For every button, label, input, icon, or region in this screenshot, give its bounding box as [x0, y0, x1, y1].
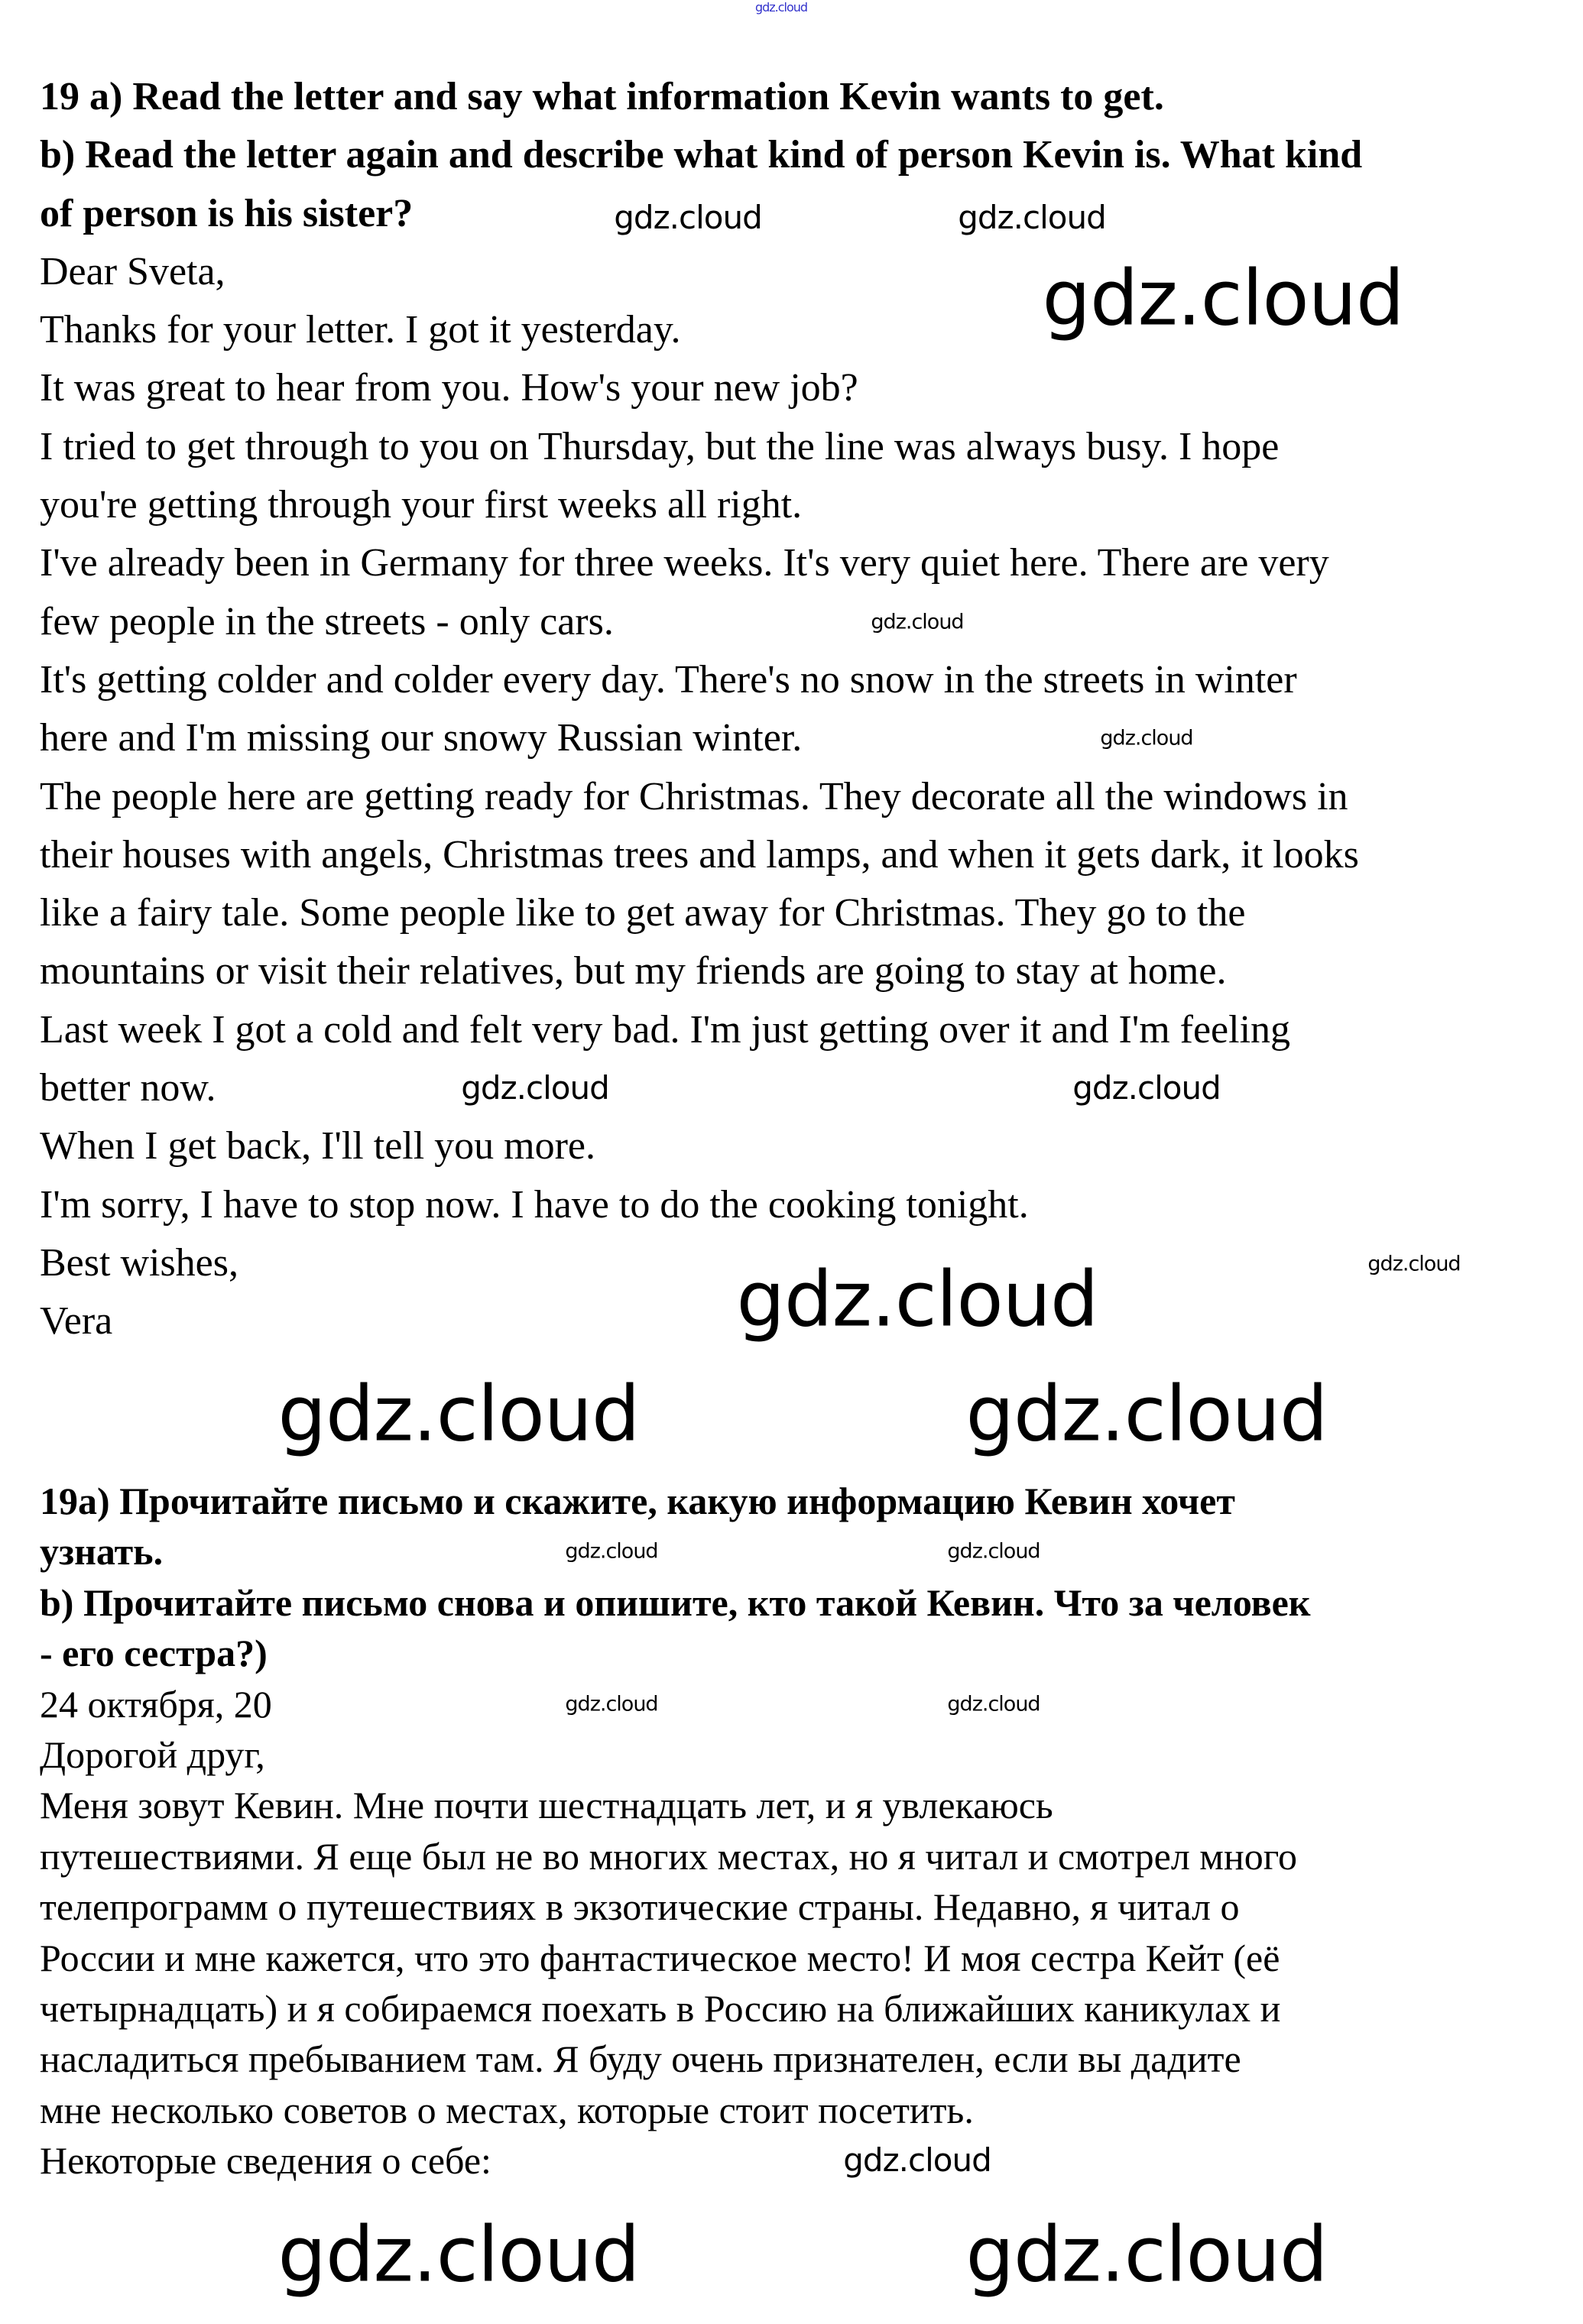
task-b-heading: b) Read the letter again and describe what kind of person Kevin is. What kind — [40, 133, 1363, 177]
task-b-heading-ru-cont: - его сестра?) — [40, 1632, 268, 1675]
task-b-heading-ru: b) Прочитайте письмо снова и опишите, кто такой Кевин. Что за человек — [40, 1580, 1311, 1624]
text-line: The people here are getting ready for Christmas. They decorate all the windows in — [40, 774, 1348, 818]
text-line: mountains or visit their relatives, but my friends are going to stay at home. — [40, 949, 1227, 993]
text-line: Best wishes, — [40, 1240, 238, 1285]
text-line: When I get back, I'll tell you more. — [40, 1124, 596, 1168]
text-line: few people in the streets - only cars. — [40, 599, 614, 643]
watermark: gdz.cloud — [614, 198, 762, 236]
text-line: 24 октября, 20 — [40, 1682, 272, 1726]
watermark: gdz.cloud — [871, 610, 964, 634]
watermark: gdz.cloud — [736, 1254, 1098, 1344]
watermark: gdz.cloud — [565, 1692, 658, 1716]
text-line: России и мне кажется, что это фантастическое место! И моя сестра Кейт (её — [40, 1936, 1280, 1979]
letter-body — [40, 243, 1552, 1351]
watermark: gdz.cloud — [947, 1692, 1040, 1716]
translation-body — [40, 1679, 1552, 2186]
watermark: gdz.cloud — [958, 198, 1106, 236]
watermark: gdz.cloud — [843, 2141, 991, 2179]
task-a-heading-ru: 19a) Прочитайте письмо и скажите, какую информацию Кевин хочет — [40, 1480, 1235, 1522]
watermark: gdz.cloud — [277, 2209, 640, 2300]
text-line: their houses with angels, Christmas trees and lamps, and when it gets dark, it looks — [40, 832, 1359, 877]
text-line: телепрограмм о путешествиях в экзотические страны. Недавно, я читал о — [40, 1885, 1240, 1929]
text-line: Thanks for your letter. I got it yesterday. — [40, 308, 681, 352]
text-line: Dear Sveta, — [40, 249, 225, 293]
watermark: gdz.cloud — [1072, 1068, 1221, 1107]
text-line: путешествиями. Я еще был не во многих местах, но я читал и смотрел много — [40, 1834, 1297, 1878]
text-line: четырнадцать) и я собираемся поехать в Россию на ближайших каникулах и — [40, 1987, 1281, 2031]
text-line: It's getting colder and colder every day. There's no snow in the streets in winter — [40, 657, 1297, 702]
text-line: I've already been in Germany for three weeks. It's very quiet here. There are very — [40, 541, 1329, 585]
watermark: gdz.cloud — [1100, 726, 1193, 750]
text-line: Last week I got a cold and felt very bad. I'm just getting over it and I'm feeling — [40, 1007, 1291, 1052]
watermark: gdz.cloud — [965, 1369, 1328, 1459]
watermark: gdz.cloud — [965, 2209, 1328, 2300]
text-line: Некоторые сведения о себе: — [40, 2139, 491, 2183]
text-line: I'm sorry, I have to stop now. I have to do the cooking tonight. — [40, 1182, 1029, 1227]
watermark: gdz.cloud — [461, 1068, 609, 1107]
text-line: насладиться пребыванием там. Я буду очень признателен, если вы дадите — [40, 2037, 1241, 2081]
task-a-heading: 19 a) Read the letter and say what information Kevin wants to get. — [40, 75, 1164, 118]
watermark: gdz.cloud — [565, 1539, 658, 1564]
text-line: Дорогой друг, — [40, 1733, 265, 1777]
watermark: gdz.cloud — [277, 1369, 640, 1459]
watermark: gdz.cloud — [1367, 1252, 1461, 1276]
text-line: I tried to get through to you on Thursday, but the line was always busy. I hope — [40, 424, 1280, 468]
text-line: It was great to hear from you. How's your new job? — [40, 366, 858, 410]
watermark: gdz.cloud — [947, 1539, 1040, 1564]
text-line: like a fairy tale. Some people like to get away for Christmas. They go to the — [40, 891, 1246, 935]
text-line: here and I'm missing our snowy Russian winter. — [40, 716, 803, 760]
russian-section — [40, 1476, 1552, 2186]
text-line: мне несколько советов о местах, которые стоит посетить. — [40, 2088, 974, 2131]
text-line: you're getting through your first weeks all right. — [40, 483, 803, 527]
text-line: better now. — [40, 1066, 216, 1110]
task-a-heading-ru-cont: узнать. — [40, 1530, 164, 1574]
task-b-heading-cont: of person is his sister? — [40, 191, 414, 235]
text-line: Меня зовут Кевин. Мне почти шестнадцать лет, и я увлекаюсь — [40, 1784, 1053, 1827]
watermark: gdz.cloud — [754, 0, 808, 15]
text-line: Vera — [40, 1299, 113, 1344]
watermark: gdz.cloud — [1042, 253, 1404, 343]
